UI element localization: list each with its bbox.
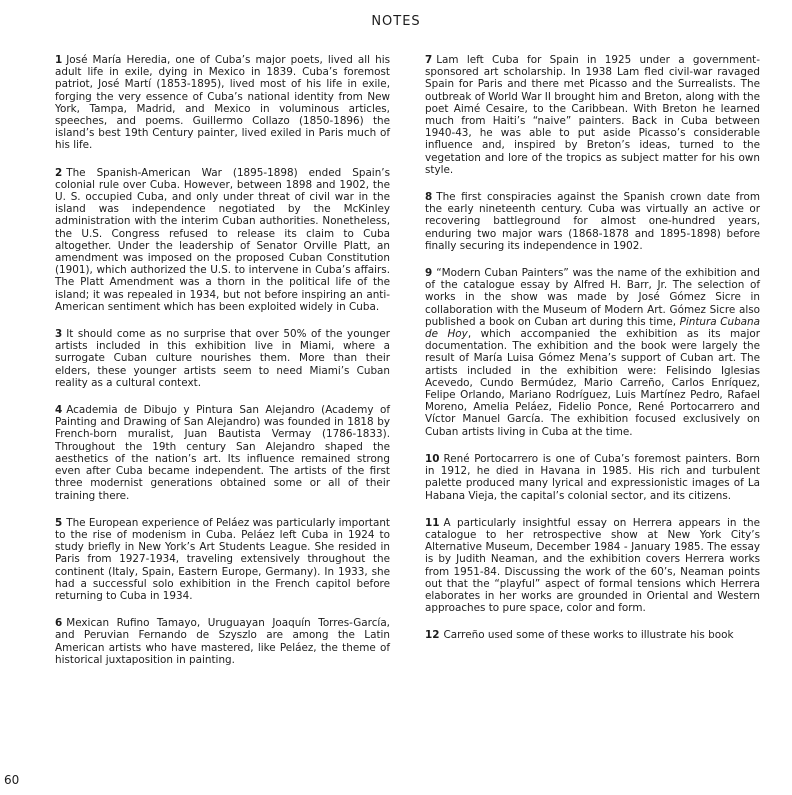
note-number: 1 (55, 54, 63, 66)
note-9 (425, 267, 760, 438)
note-3 (55, 328, 390, 389)
note-number: 6 (55, 617, 63, 630)
note-11 (425, 517, 760, 615)
note-text: René Portocarrero is one of Cuba’s foremost painters. Born in 1912, he died in Havana in 1985. His rich and turbulent palette produced many lyrical and expressionistic images of La Habana Vieja, the capital’s colonial sector, and its citizens. (425, 452, 760, 502)
note-text-post: , which accompanied the exhibition as its major documentation. The exhibition and the book were largely the result of María Luisa Gómez Mena’s support of Cuban art. The artists included in the exhibition were: Felisindo Iglesias Acevedo, Cundo Bermúdez, Mario Carreño, Carlos Enríquez, Felipe Orlando, Mariano Rodríguez, Luis Martínez Pedro, Rafael Moreno, Amelia Peláez, Fidelio Ponce, René Portocarrero and Víctor Manuel García. The exhibition focused exclusively on Cuban artists living in Cuba at the time. (425, 328, 760, 438)
left-column (55, 54, 390, 681)
note-text: The first conspiracies against the Spanish crown date from the early nineteenth century. Cuba was virtually an active or recovering battleground for almost one-hundred years, enduring two major wars (1868-1878 and 1895-1898) before finally securing its independence in 1902. (425, 191, 760, 252)
note-number: 2 (55, 166, 63, 179)
note-text-pre: “Modern Cuban Painters” was the name of the exhibition and of the catalogue essay by Alfred H. Barr, Jr. The selection of works in the show was made by José Gómez Sicre in collaboration with the Museum of Modern Art. Gómez Sicre also published a book on Cuban art during this time, (425, 267, 760, 328)
note-number: 10 (425, 452, 440, 465)
note-6 (55, 617, 390, 666)
note-text: José María Heredia, one of Cuba’s major poets, lived all his adult life in exile, dying in Mexico in 1839. Cuba’s foremost patriot, José Martí (1853-1895), lived most of his life in exile, forging the very essence of Cuba’s national identity from New York, Tampa, Madrid, and Mexico in voluminous articles, speeches, and poems. Guillermo Collazo (1850-1896) the island’s best 19th Century painter, lived exiled in Paris much of his life. (55, 54, 390, 152)
page-number: 60 (4, 773, 20, 787)
note-2 (55, 167, 390, 313)
note-number: 5 (55, 516, 63, 529)
right-column (425, 54, 760, 657)
note-text: The Spanish-American War (1895-1898) ended Spain’s colonial rule over Cuba. However, between 1898 and 1902, the U. S. occupied Cuba, and only under threat of civil war in the island was independence negotiated by the McKinley administration with the interim Cuban authorities. Nonetheless, the U.S. Congress refused to release its claim to Cuba altogether. Under the leadership of Senator Orville Platt, an amendment was imposed on the proposed Cuban Constitution (1901), which authorized the U.S. to intervene in Cuba’s affairs. The Platt Amendment was a thorn in the political life of the island; it was repealed in 1934, but not before inspiring an anti-American sentiment which has been exploited widely in Cuba. (55, 166, 390, 313)
note-8 (425, 191, 760, 252)
note-text: Academia de Dibujo y Pintura San Alejandro (Academy of Painting and Drawing of San Alejandro) was founded in 1818 by French-born muralist, Juan Bautista Vermay (1786-1833). Throughout the 19th century San Alejandro shaped the aesthetics of the nation’s art. Its influence remained strong even after Cuba became independent. The artists of the first three modernist generations obtained some or all of their training there. (55, 404, 390, 502)
note-text: A particularly insightful essay on Herrera appears in the catalogue to her retrospective show at New York City’s Alternative Museum, December 1984 - January 1985. The essay is by Judith Neaman, and the exhibition covers Herrera works from 1951-84. Discussing the work of the 60’s, Neaman points out that the “playful” aspect of formal tensions which Herrera elaborates in her works are grounded in Oriental and Western approaches to pure space, color and form. (425, 516, 760, 615)
note-text: Lam left Cuba for Spain in 1925 under a government-sponsored art scholarship. In 1938 Lam fled civil-war ravaged Spain for Paris and there met Picasso and the Surrealists. The outbreak of World War II brought him and Breton, along with the poet Aimé Cesaire, to the Caribbean. With Breton he learned much from Haiti’s “naive” painters. Back in Cuba between 1940-43, he was able to put aside Picasso’s considerable influence and, inspired by Breton’s ideas, turned to the vegetation and lore of the tropics as subject matter for his own style. (425, 54, 760, 176)
note-12 (425, 629, 760, 641)
note-1 (55, 54, 390, 152)
note-number: 3 (55, 328, 63, 341)
note-text: Mexican Rufino Tamayo, Uruguayan Joaquín Torres-García, and Peruvian Fernando de Szyszlo are among the Latin American artists who have mastered, like Peláez, the theme of historical juxtaposition in painting. (55, 617, 390, 666)
book-title: Pintura Cubana de Hoy (425, 315, 760, 341)
note-number: 8 (425, 191, 433, 204)
note-number: 9 (425, 267, 433, 280)
note-10 (425, 453, 760, 502)
page-title: NOTES (371, 14, 421, 29)
note-text: Carreño used some of these works to illustrate his book (443, 629, 734, 642)
note-text: The European experience of Peláez was particularly important to the rise of modenism in Cuba. Peláez left Cuba in 1924 to study briefly in New York’s Art Students League. She resided in Paris from 1927-1934, traveling extensively throughout the continent (Italy, Spain, Eastern Europe, Germany). In 1933, she had a successful solo exhibition in the French capitol before returning to Cuba in 1934. (55, 516, 390, 602)
note-text: It should come as no surprise that over 50% of the younger artists included in this exhibition live in Miami, where a surrogate Cuban culture nourishes them. More than their elders, these younger artists seem to need Miami’s Cuban reality as a cultural context. (55, 328, 390, 389)
note-5 (55, 517, 390, 602)
note-number: 11 (425, 516, 440, 529)
note-number: 4 (55, 404, 63, 417)
note-number: 7 (425, 54, 433, 66)
note-4 (55, 404, 390, 502)
note-7 (425, 54, 760, 176)
note-number: 12 (425, 629, 440, 642)
